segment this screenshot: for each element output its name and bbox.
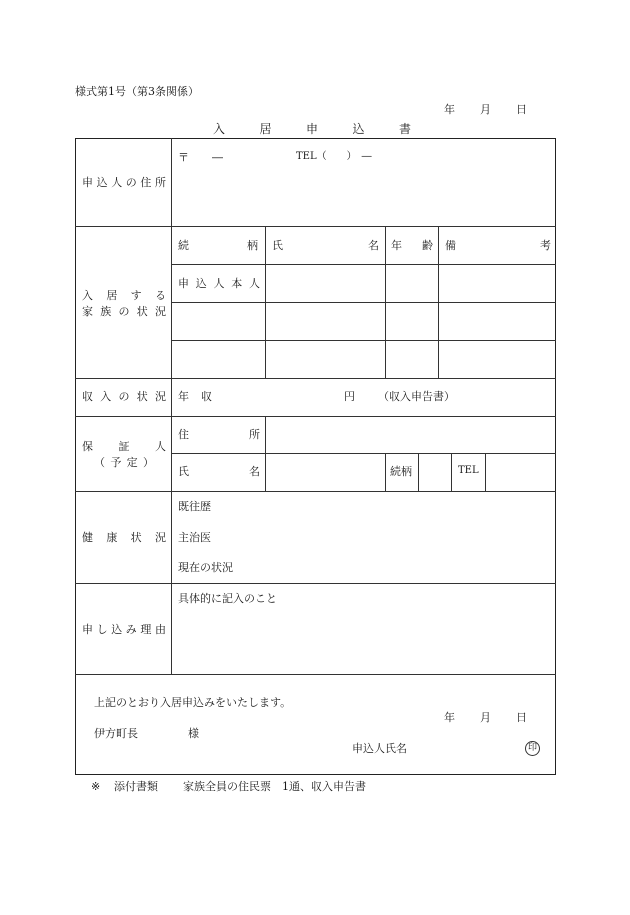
header-age bbox=[391, 240, 433, 251]
yen-unit: 円 bbox=[344, 390, 355, 403]
reason-label-text-chars: 申 し 込 み 理 由 bbox=[82, 623, 166, 636]
footnote-text: 家族全員の住民票 1通、収入申告書 bbox=[183, 780, 366, 793]
applicant-relation-text-chars: 申 込 人 本 人 bbox=[178, 277, 260, 290]
guarantor-address-text-chars: 住 所 bbox=[178, 428, 260, 441]
declaration-statement: 上記のとおり入居申込みをいたします。 bbox=[94, 696, 292, 709]
primary-doctor-label: 主治医 bbox=[178, 531, 211, 544]
page-title bbox=[213, 123, 411, 135]
header-name-first: 氏 bbox=[272, 239, 283, 252]
family-label-line1-chars: 入 居 す る bbox=[82, 289, 166, 302]
date-month-label: 月 bbox=[480, 103, 491, 116]
header-age-text-chars: 年 齢 bbox=[391, 239, 433, 252]
declaration-year-label: 年 bbox=[444, 711, 455, 724]
address-section-label bbox=[82, 177, 166, 188]
footnote-label: 添付書類 bbox=[114, 780, 158, 793]
row-applicant-relation bbox=[178, 278, 260, 289]
guarantor-name-label bbox=[178, 466, 260, 477]
guarantor-relation-label: 続柄 bbox=[390, 465, 412, 478]
applicant-name-label: 申込人氏名 bbox=[352, 742, 407, 755]
seal-mark-icon: 印 bbox=[525, 741, 540, 756]
guarantor-name-text-chars: 氏 名 bbox=[178, 465, 260, 478]
health-label-text-chars: 健 康 状 況 bbox=[82, 531, 166, 544]
address-label-text-chars: 申 込 人 の 住 所 bbox=[82, 176, 166, 189]
address-tel-label: TEL（ ） ― bbox=[296, 151, 372, 162]
guarantor-tel-label: TEL bbox=[458, 465, 479, 476]
health-section-label bbox=[82, 532, 166, 543]
current-condition-label: 現在の状況 bbox=[178, 561, 233, 574]
guarantor-section-label-2 bbox=[94, 457, 154, 468]
annual-income-text-chars: 年 収 bbox=[178, 390, 212, 403]
reason-section-label bbox=[82, 624, 166, 635]
footnote-mark: ※ bbox=[91, 780, 101, 793]
declaration-day-label: 日 bbox=[516, 711, 527, 724]
income-label-text-chars: 収 入 の 状 況 bbox=[82, 390, 166, 403]
header-relation bbox=[178, 240, 258, 251]
income-note: （収入申告書） bbox=[378, 390, 455, 403]
header-relation-text-chars: 続 柄 bbox=[178, 239, 258, 252]
guarantor-address-label bbox=[178, 429, 260, 440]
guarantor-label-line1-chars: 保 証 人 bbox=[82, 440, 166, 453]
family-section-label-1 bbox=[82, 290, 166, 301]
annual-income-label bbox=[178, 391, 212, 402]
medical-history-label: 既往歴 bbox=[178, 500, 211, 513]
date-day-label: 日 bbox=[516, 103, 527, 116]
postal-dash: ― bbox=[212, 151, 223, 164]
date-year-label: 年 bbox=[444, 103, 455, 116]
header-remarks-first: 備 bbox=[445, 239, 456, 252]
declaration-month-label: 月 bbox=[480, 711, 491, 724]
family-label-line2-chars: 家 族 の 状 況 bbox=[82, 305, 166, 318]
guarantor-section-label-1 bbox=[82, 441, 166, 452]
income-section-label bbox=[82, 391, 166, 402]
reason-hint: 具体的に記入のこと bbox=[178, 592, 277, 605]
addressee-honorific: 様 bbox=[188, 727, 199, 740]
postal-mark: 〒 bbox=[178, 151, 189, 164]
family-section-label-2 bbox=[82, 306, 166, 317]
page-title-text-chars: 入 居 申 込 書 bbox=[213, 122, 411, 136]
guarantor-label-line2-chars: （ 予 定 ） bbox=[94, 456, 154, 469]
form-id: 様式第1号（第3条関係） bbox=[75, 85, 199, 98]
header-name-last: 名 bbox=[368, 239, 379, 252]
header-remarks-last: 考 bbox=[540, 239, 551, 252]
addressee: 伊方町長 bbox=[94, 727, 138, 740]
